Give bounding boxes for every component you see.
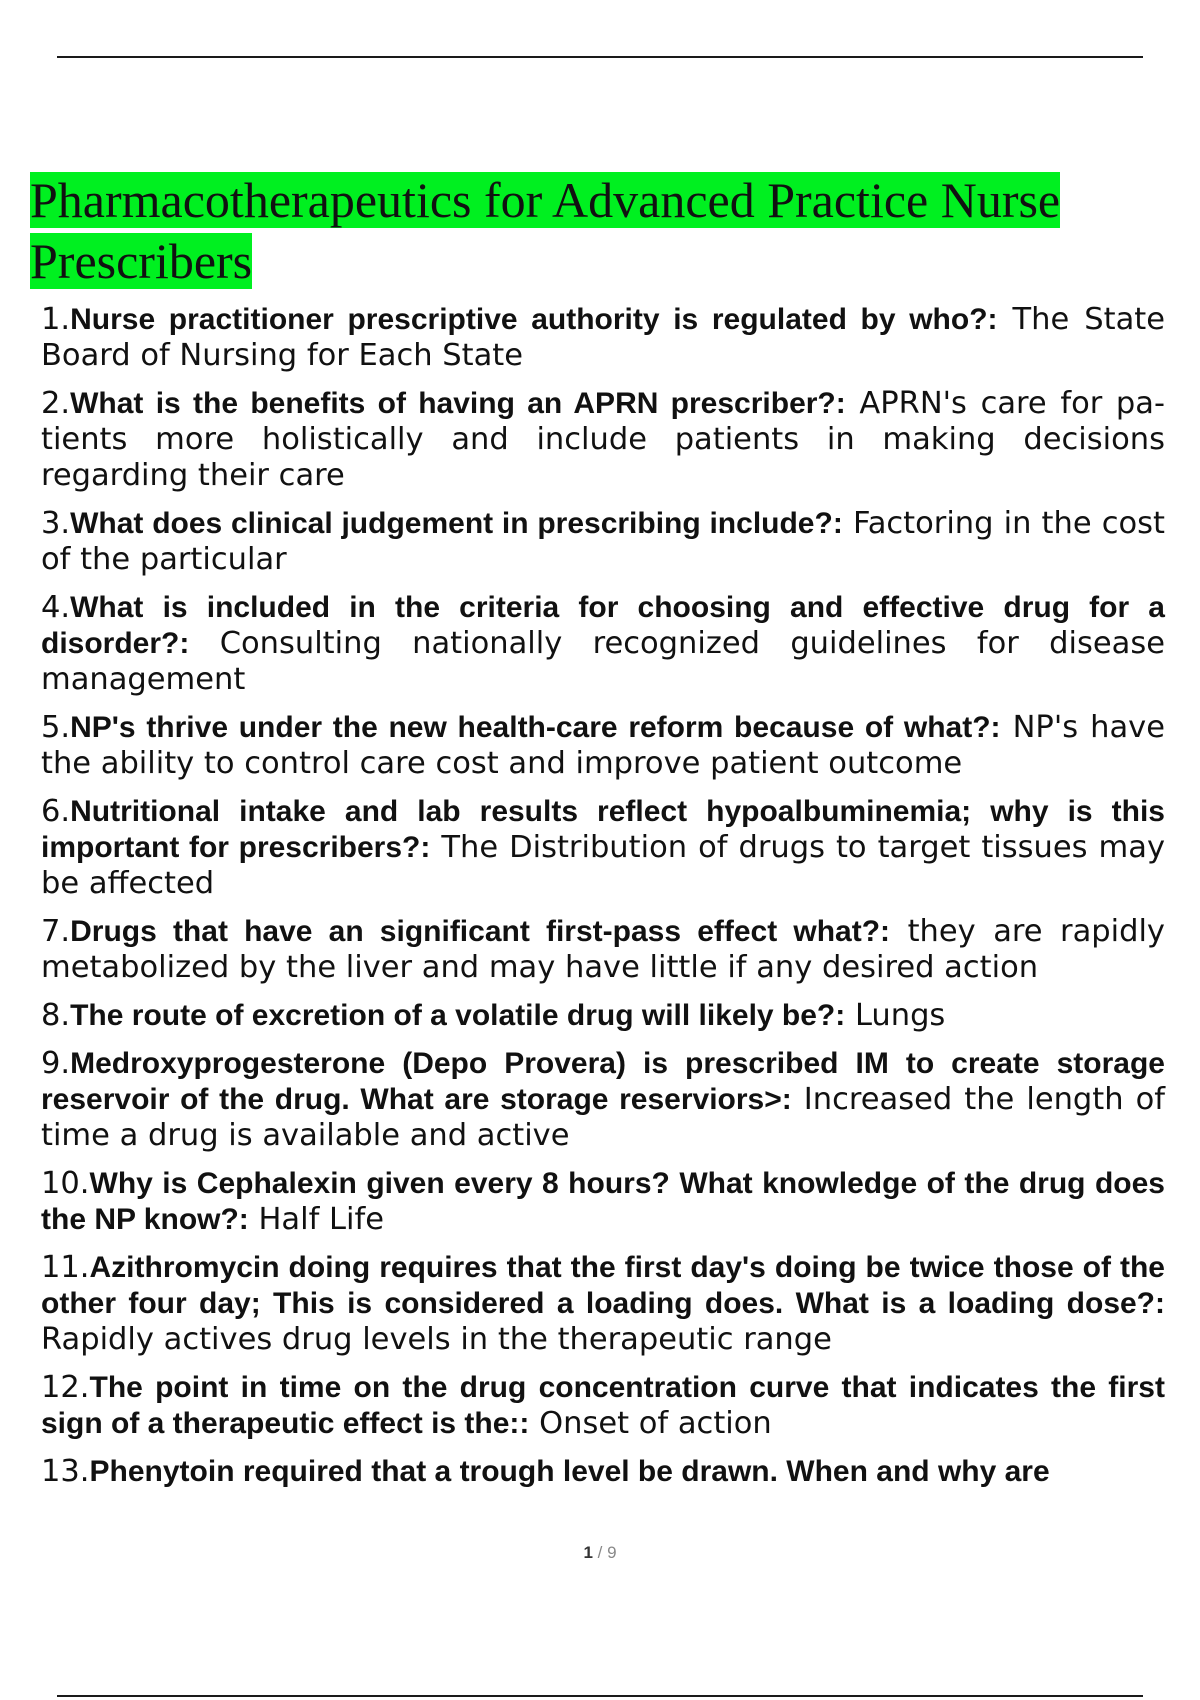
qa-item-1 bbox=[41, 302, 1165, 374]
qa-item-7 bbox=[41, 914, 1165, 986]
page-number bbox=[0, 1543, 1200, 1563]
document-title bbox=[30, 170, 1170, 292]
qa-answer: they are rapidly metabolized by the liver and may have little if any desired action bbox=[41, 914, 1165, 985]
qa-number: 3. bbox=[41, 506, 71, 541]
qa-question: Nutritional intake and lab results reflect hypoalbuminemia; why is this important for prescribers?: bbox=[41, 795, 1165, 864]
qa-answer: Increased the length of time a drug is available and active bbox=[41, 1082, 1165, 1153]
qa-number: 11. bbox=[41, 1250, 90, 1285]
qa-item-3 bbox=[41, 506, 1165, 578]
qa-question: Azithromycin doing requires that the first day's doing be twice those of the other four day; This is considered a loading does. What is a loading dose?: bbox=[41, 1251, 1165, 1320]
question-answer-list bbox=[41, 302, 1165, 1502]
qa-answer: Factoring in the cost of the particular bbox=[41, 506, 1166, 577]
bottom-rule bbox=[57, 1695, 1143, 1697]
qa-question: Phenytoin required that a trough level be drawn. When and why are bbox=[89, 1455, 1050, 1488]
qa-number: 6. bbox=[41, 794, 71, 829]
page-total: 9 bbox=[607, 1543, 617, 1562]
qa-question: What does clinical judgement in prescribing include?: bbox=[70, 507, 843, 540]
qa-number: 13. bbox=[41, 1454, 90, 1489]
top-rule bbox=[57, 56, 1143, 58]
qa-answer: Rapidly actives drug levels in the therapeutic range bbox=[41, 1322, 832, 1357]
qa-item-12 bbox=[41, 1370, 1165, 1442]
qa-number: 1. bbox=[41, 302, 71, 337]
qa-answer: NP's have the ability to control care cost and improve patient outcome bbox=[41, 710, 1166, 781]
qa-item-10 bbox=[41, 1166, 1165, 1238]
qa-answer: Half Life bbox=[258, 1202, 384, 1237]
qa-answer: APRN's care for pa- tients more holistically and include patients in making decisions regarding their care bbox=[41, 386, 1165, 493]
qa-question: Nurse practitioner prescriptive authority is regulated by who?: bbox=[70, 303, 998, 336]
qa-question: What is included in the criteria for choosing and effective drug for a disorder?: bbox=[41, 591, 1165, 660]
qa-item-4 bbox=[41, 590, 1165, 698]
qa-question: Drugs that have an significant first-pass effect what?: bbox=[70, 915, 891, 948]
qa-answer: Onset of action bbox=[539, 1406, 772, 1441]
qa-number: 9. bbox=[41, 1046, 71, 1081]
qa-answer: Lungs bbox=[854, 998, 946, 1033]
qa-item-11 bbox=[41, 1250, 1165, 1358]
qa-number: 2. bbox=[41, 386, 71, 421]
qa-item-8 bbox=[41, 998, 1165, 1034]
qa-answer: The State Board of Nursing for Each State bbox=[41, 302, 1166, 373]
qa-question: Medroxyprogesterone (Depo Provera) is prescribed IM to create storage reservoir of the drug. What are storage reserviors>: bbox=[41, 1047, 1165, 1116]
qa-item-13 bbox=[41, 1454, 1165, 1490]
page-current: 1 bbox=[583, 1543, 593, 1562]
document-title-text: Pharmacotherapeutics for Advanced Practice Nurse Prescribers bbox=[30, 172, 1061, 289]
qa-number: 12. bbox=[41, 1370, 90, 1405]
qa-answer: Consulting nationally recognized guidelines for disease management bbox=[41, 626, 1165, 697]
qa-number: 8. bbox=[41, 998, 71, 1033]
page-separator: / bbox=[592, 1543, 608, 1562]
qa-question: NP's thrive under the new health-care reform because of what?: bbox=[70, 711, 1001, 744]
qa-number: 5. bbox=[41, 710, 71, 745]
qa-question: Why is Cephalexin given every 8 hours? What knowledge of the drug does the NP know?: bbox=[41, 1167, 1165, 1236]
qa-question: The point in time on the drug concentration curve that indicates the first sign of a therapeutic effect is the:: bbox=[41, 1371, 1165, 1440]
qa-item-2 bbox=[41, 386, 1165, 494]
qa-item-9 bbox=[41, 1046, 1165, 1154]
qa-number: 7. bbox=[41, 914, 71, 949]
qa-item-6 bbox=[41, 794, 1165, 902]
qa-item-5 bbox=[41, 710, 1165, 782]
qa-number: 4. bbox=[41, 590, 71, 625]
qa-number: 10. bbox=[41, 1166, 90, 1201]
qa-question: The route of excretion of a volatile drug will likely be?: bbox=[70, 999, 846, 1032]
qa-answer: The Distribution of drugs to target tissues may be affected bbox=[41, 830, 1166, 901]
qa-question: What is the benefits of having an APRN prescriber?: bbox=[70, 387, 846, 420]
